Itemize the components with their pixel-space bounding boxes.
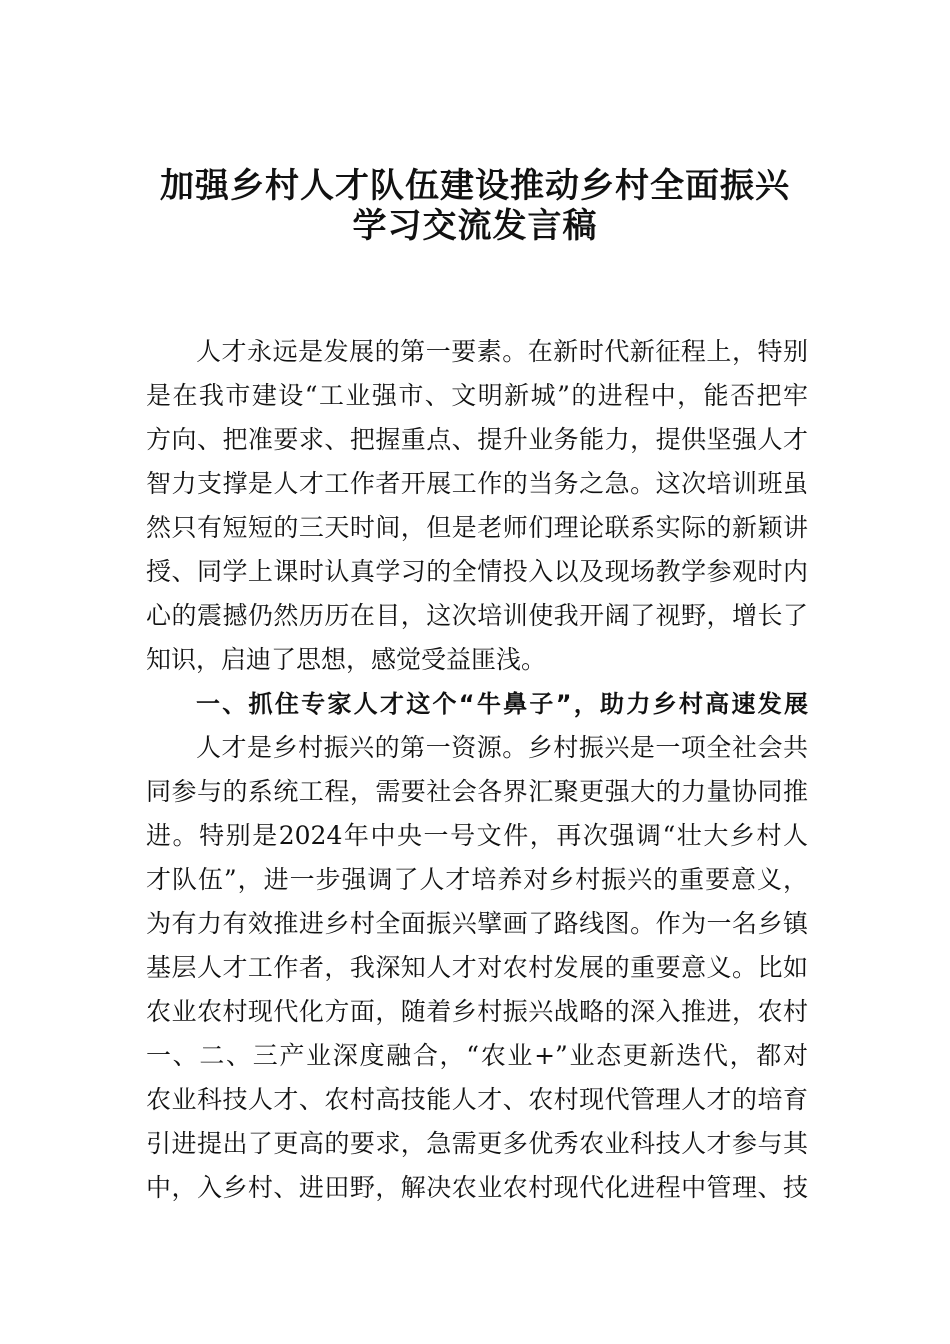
- paragraph-2-line: 基层人才工作者，我深知人才对农村发展的重要意义。比如: [146, 953, 808, 982]
- section-heading-1: 一、抓住专家人才这个“牛鼻子”，助力乡村高速发展: [196, 690, 808, 718]
- document-title-line-2: 学习交流发言稿: [352, 206, 598, 246]
- paragraph-1-line: 然只有短短的三天时间，但是老师们理论联系实际的新颖讲: [146, 513, 808, 542]
- paragraph-2-line: 人才是乡村振兴的第一资源。乡村振兴是一项全社会共: [196, 733, 808, 762]
- paragraph-2-line: 进。特别是2024年中央一号文件，再次强调“壮大乡村人: [146, 821, 808, 850]
- paragraph-1-line: 智力支撑是人才工作者开展工作的当务之急。这次培训班虽: [146, 469, 808, 498]
- paragraph-1-line: 心的震撼仍然历历在目，这次培训使我开阔了视野，增长了: [146, 601, 808, 630]
- paragraph-2-line: 为有力有效推进乡村全面振兴擘画了路线图。作为一名乡镇: [146, 909, 808, 938]
- paragraph-1-line: 知识，启迪了思想，感觉受益匪浅。: [146, 645, 547, 674]
- document-body: [146, 330, 808, 1210]
- paragraph-1-line: 方向、把准要求、把握重点、提升业务能力，提供坚强人才: [146, 425, 808, 454]
- paragraph-2-line: 农业科技人才、农村高技能人才、农村现代管理人才的培育: [146, 1085, 808, 1114]
- paragraph-1-line: 授、同学上课时认真学习的全情投入以及现场教学参观时内: [146, 557, 808, 586]
- paragraph-2-line: 引进提出了更高的要求，急需更多优秀农业科技人才参与其: [146, 1129, 808, 1158]
- paragraph-2-line: 农业农村现代化方面，随着乡村振兴战略的深入推进，农村: [146, 997, 808, 1026]
- paragraph-2-line: 同参与的系统工程，需要社会各界汇聚更强大的力量协同推: [146, 777, 808, 806]
- paragraph-2-line: 一、二、三产业深度融合，“农业+”业态更新迭代，都对: [146, 1041, 808, 1070]
- paragraph-1-line: 是在我市建设“工业强市、文明新城”的进程中，能否把牢: [146, 381, 808, 410]
- paragraph-2-line: 中，入乡村、进田野，解决农业农村现代化进程中管理、技: [146, 1173, 808, 1202]
- paragraph-2-line: 才队伍”，进一步强调了人才培养对乡村振兴的重要意义，: [146, 865, 808, 894]
- paragraph-1-line: 人才永远是发展的第一要素。在新时代新征程上，特别: [196, 337, 808, 366]
- document-title-line-1: 加强乡村人才队伍建设推动乡村全面振兴: [160, 166, 790, 206]
